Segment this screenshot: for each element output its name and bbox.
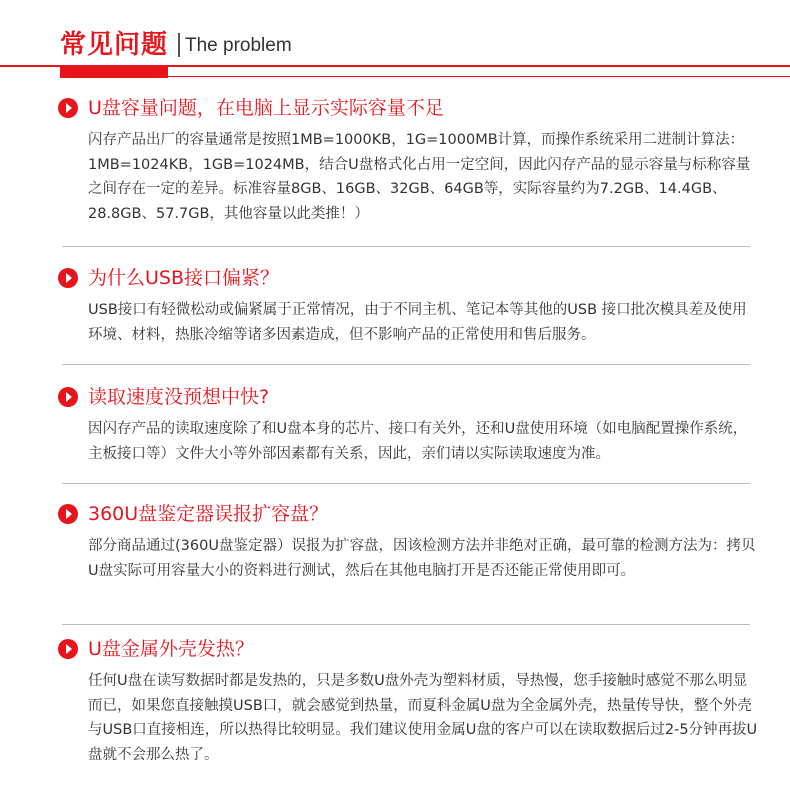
header-thin-rule [168,76,790,77]
faq-question: 读取速度没预想中快? [88,386,270,408]
play-circle-icon [58,639,78,659]
play-circle-icon [58,268,78,288]
section-divider [62,624,750,625]
faq-answer: USB接口有轻微松动或偏紧属于正常情况，由于不同主机、笔记本等其他的USB 接口批次模具差及使用环境、材料，热胀冷缩等诸多因素造成，但不影响产品的正常使用和售后服务。 [88,302,747,343]
faq-answer: 任何U盘在读写数据时都是发热的，只是多数U盘外壳为塑料材质，导热慢，您手接触时感觉不那么明显而已，如果您直接触摸USB口，就会感觉到热量，而夏科金属U盘为全金属外壳，热量传导快，整个外壳与USB口直接相连，所以热得比较明显。我们建议使用金属U盘的客户可以在读取数据后过2-5分钟再拔U盘就不会那么热了。 [88,673,758,763]
header-accent-block [60,67,168,78]
play-circle-icon [58,387,78,407]
faq-question: 360U盘鉴定器误报扩容盘？ [88,503,329,525]
section-divider [62,246,750,247]
faq-answer: 闪存产品出厂的容量通常是按照1MB=1000KB，1G=1000MB计算，而操作系统采用二进制计算法：1MB=1024KB，1GB=1024MB，结合U盘格式化占用一定空间，因此闪存产品的显示容量与标称容量之间存在一定的差异。标准容量8GB、16GB、32GB、64GB等，实际容量约为7.2GB、14.4GB、28.8GB、57.7GB，其他容量以此类推！） [88,132,751,222]
section-divider [62,364,750,365]
page-title-cn: 常见问题 [60,30,169,60]
title-separator [178,33,180,57]
faq-question: U盘容量问题，在电脑上显示实际容量不足 [88,97,444,119]
page-header [0,0,790,80]
faq-answer: 因闪存产品的读取速度除了和U盘本身的芯片、接口有关外，还和U盘使用环境（如电脑配置操作系统，主板接口等）文件大小等外部因素都有关系，因此，亲们请以实际读取速度为准。 [88,421,748,462]
play-circle-icon [58,504,78,524]
faq-answer: 部分商品通过(360U盘鉴定器）误报为扩容盘，因该检测方法并非绝对正确，最可靠的检测方法为：拷贝U盘实际可用容量大小的资料进行测试，然后在其他电脑打开是否还能正常使用即可。 [88,538,756,579]
section-divider [62,483,750,484]
page-title-en: The problem [185,35,292,56]
faq-question: U盘金属外壳发热？ [88,638,254,660]
play-circle-icon [58,98,78,118]
faq-question: 为什么USB接口偏紧？ [88,267,280,289]
